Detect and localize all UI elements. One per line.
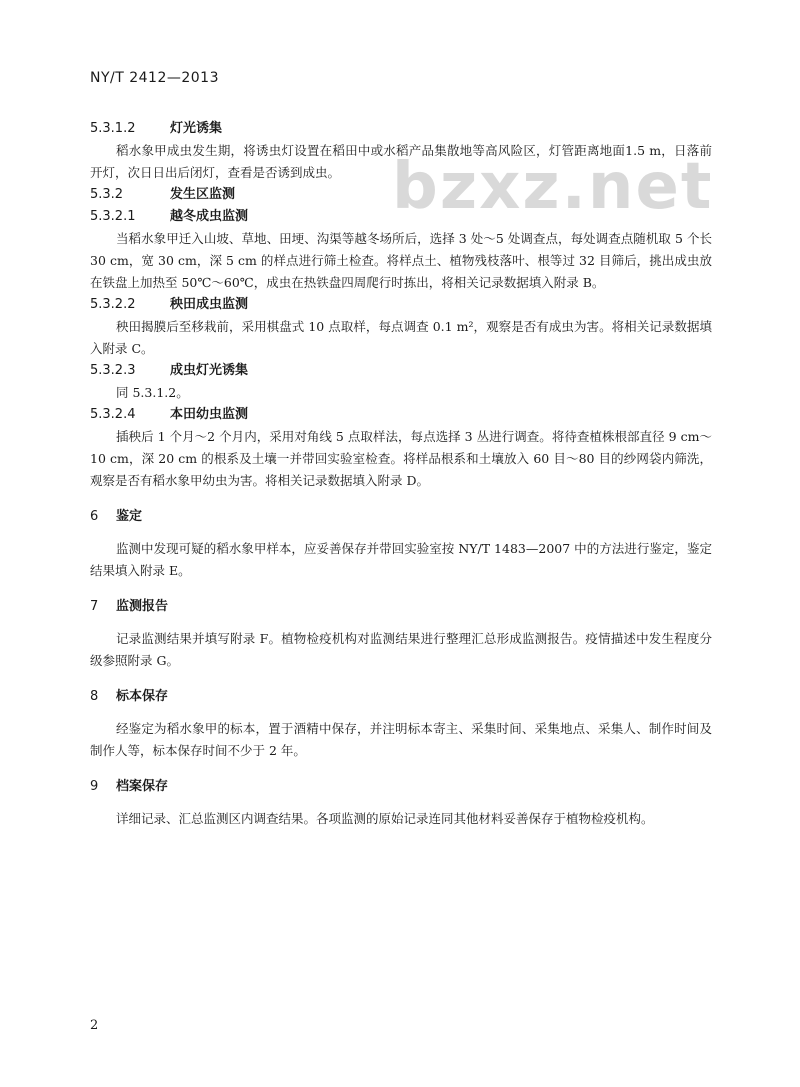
document-code: NY/T 2412—2013 (90, 70, 220, 86)
section-title: 档案保存 (116, 779, 169, 794)
section-title: 灯光诱集 (170, 121, 223, 136)
section-heading (90, 294, 712, 316)
section-title: 越冬成虫监测 (170, 209, 249, 224)
section-6 (90, 506, 712, 582)
section-number: 5.3.2.1 (90, 209, 136, 224)
section-5-3-2-2 (90, 294, 712, 360)
section-heading (90, 360, 712, 382)
section-paragraph: 经鉴定为稻水象甲的标本，置于酒精中保存，并注明标本寄主、采集时间、采集地点、采集人、制作时间及制作人等，标本保存时间不少于 2 年。 (90, 721, 712, 758)
section-5-3-2-4 (90, 404, 712, 492)
section-paragraph: 插秧后 1 个月～2 个月内，采用对角线 5 点取样法，每点选择 3 丛进行调查。将待查植株根部直径 9 cm～10 cm，深 20 cm 的根系及土壤一并带回实验室检查。将样品根系和土壤放入 60 目～80 目的纱网袋内筛洗，观察是否有稻水象甲幼虫为害。将相关记录数据填入附录 D。 (90, 429, 712, 488)
section-paragraph: 稻水象甲成虫发生期，将诱虫灯设置在稻田中或水稻产品集散地等高风险区，灯管距离地面1.5 m，日落前开灯，次日日出后闭灯，查看是否诱到成虫。 (90, 143, 712, 180)
section-title: 本田幼虫监测 (170, 407, 249, 422)
section-paragraph: 当稻水象甲迁入山坡、草地、田埂、沟渠等越冬场所后，选择 3 处～5 处调查点，每处调查点随机取 5 个长 30 cm，宽 30 cm，深 5 cm 的样点进行筛土检查。将样点土、植物残枝落叶、根等过 32 目筛后，挑出成虫放在铁盘上加热至 50℃～60℃，成虫在热铁盘四周爬行时拣出，将相关记录数据填入附录 B。 (90, 231, 712, 290)
section-heading (90, 596, 712, 618)
section-paragraph: 同 5.3.1.2。 (116, 385, 189, 400)
section-number: 5.3.2.4 (90, 407, 136, 422)
section-5-3-2 (90, 184, 712, 206)
section-title: 发生区监测 (170, 187, 236, 202)
section-heading (90, 506, 712, 528)
section-paragraph: 记录监测结果并填写附录 F。植物检疫机构对监测结果进行整理汇总形成监测报告。疫情描述中发生程度分级参照附录 G。 (90, 631, 712, 668)
document-body (90, 118, 712, 830)
section-7 (90, 596, 712, 672)
section-number: 5.3.1.2 (90, 121, 136, 136)
section-8 (90, 686, 712, 762)
section-heading (90, 686, 712, 708)
section-paragraph: 秧田揭膜后至移栽前，采用棋盘式 10 点取样，每点调查 0.1 m²，观察是否有成虫为害。将相关记录数据填入附录 C。 (90, 319, 712, 356)
section-number: 6 (90, 509, 99, 524)
watermark: bzxz.net (392, 150, 714, 224)
section-5-3-2-1 (90, 206, 712, 294)
section-title: 鉴定 (116, 509, 143, 524)
section-number: 5.3.2.3 (90, 363, 136, 378)
section-number: 5.3.2.2 (90, 297, 136, 312)
section-heading (90, 118, 712, 140)
section-heading (90, 206, 712, 228)
section-9 (90, 776, 712, 830)
page-number: 2 (90, 1018, 99, 1033)
section-heading (90, 404, 712, 426)
section-title: 监测报告 (116, 599, 169, 614)
section-title: 标本保存 (116, 689, 169, 704)
section-number: 7 (90, 599, 99, 614)
section-paragraph: 监测中发现可疑的稻水象甲样本，应妥善保存并带回实验室按 NY/T 1483—2007 中的方法进行鉴定，鉴定结果填入附录 E。 (90, 541, 712, 578)
section-heading (90, 776, 712, 798)
section-number: 9 (90, 779, 99, 794)
section-number: 5.3.2 (90, 187, 124, 202)
section-title: 秧田成虫监测 (170, 297, 249, 312)
section-heading (90, 184, 712, 206)
section-paragraph: 详细记录、汇总监测区内调查结果。各项监测的原始记录连同其他材料妥善保存于植物检疫机构。 (116, 811, 654, 826)
section-5-3-1-2 (90, 118, 712, 184)
section-title: 成虫灯光诱集 (170, 363, 249, 378)
section-5-3-2-3 (90, 360, 712, 404)
section-number: 8 (90, 689, 99, 704)
